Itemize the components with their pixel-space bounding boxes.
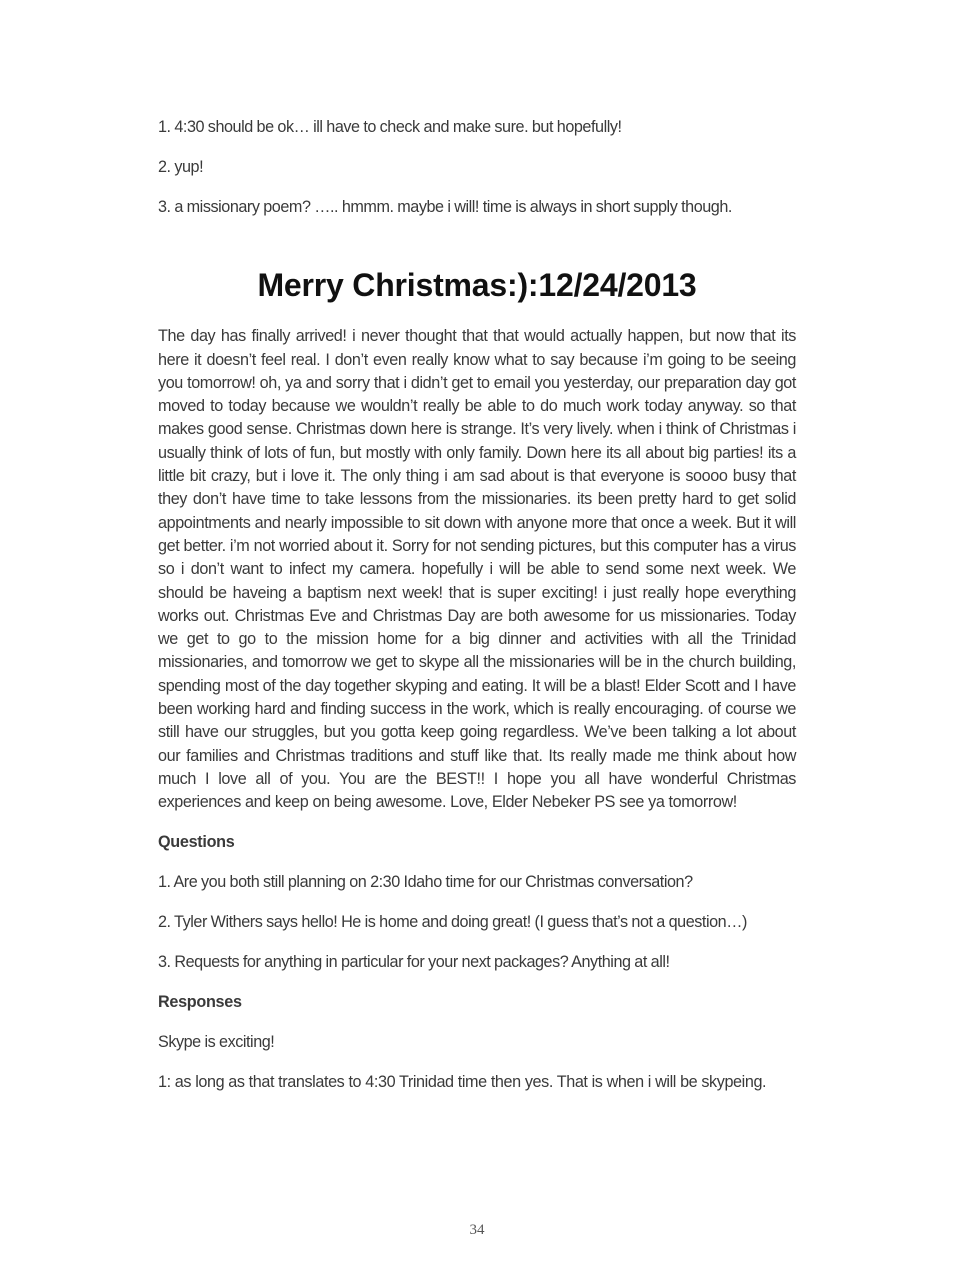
questions-heading: Questions (158, 833, 235, 852)
response-1: Skype is exciting! (158, 1033, 275, 1052)
question-1: 1. Are you both still planning on 2:30 Idaho time for our Christmas conversation? (158, 873, 693, 892)
question-3: 3. Requests for anything in particular for your next packages? Anything at all! (158, 953, 670, 972)
responses-heading: Responses (158, 993, 242, 1012)
document-page (158, 116, 796, 1111)
question-2: 2. Tyler Withers says hello! He is home and doing great! (I guess that’s not a question…) (158, 913, 747, 932)
previous-response-2: 2. yup! (158, 157, 204, 176)
entry-title: Merry Christmas:):12/24/2013 (257, 267, 697, 304)
page-number: 34 (469, 1222, 485, 1238)
previous-response-1: 1. 4:30 should be ok… ill have to check and make sure. but hopefully! (158, 118, 622, 136)
entry-body: The day has finally arrived! i never thought that that would actually happen, but now that its here it doesn’t feel real. I don’t even really know what to say because i’m going to be seeing you tomorrow! oh, ya and sorry that i didn’t get to email you yesterday, our preparation day got moved to today because we wouldn’t really be able to do much work today anyway. so that makes good sense. Christmas down here is strange. It’s very lively. when i think of Christmas i usually think of lots of fun, but mostly with only family. Down here its all about big parties! its a little bit crazy, but i love it. The only thing i am sad about is that everyone is soooo busy that they don’t have time to take lessons from the missionaries. its been pretty hard to get solid appointments and nearly impossible to sit down with anyone more that once a week. But it will get better. i’m not worried about it. Sorry for not sending pictures, but this computer has a virus so i don’t want to infect my camera. hopefully i will be able to send some next week. We should be haveing a baptism next week! that is super exciting! i just really hope everything works out. Christmas Eve and Christmas Day are both awesome for us missionaries. Today we get to go to the mission home for a big dinner and activities with all the Trinidad missionaries, and tomorrow we get to skype all the missionaries will be in the church building, spending most of the day together skyping and eating. It will be a blast! Elder Scott and I have been working hard and finding success in the work, which is really encouraging. of course we still have our struggles, but you gotta keep going regardless. We’ve been talking a lot about our families and Christmas traditions and stuff like that. Its really made me think about how much I love all of you. You are the BEST!! I hope you all have wonderful Christmas experiences and keep on being awesome. Love, Elder Nebeker PS see ya tomorrow! (158, 327, 796, 812)
previous-response-3: 3. a missionary poem? ….. hmmm. maybe i will! time is always in short supply though. (158, 197, 732, 216)
response-2: 1: as long as that translates to 4:30 Trinidad time then yes. That is when i will be skypeing. (158, 1073, 767, 1092)
